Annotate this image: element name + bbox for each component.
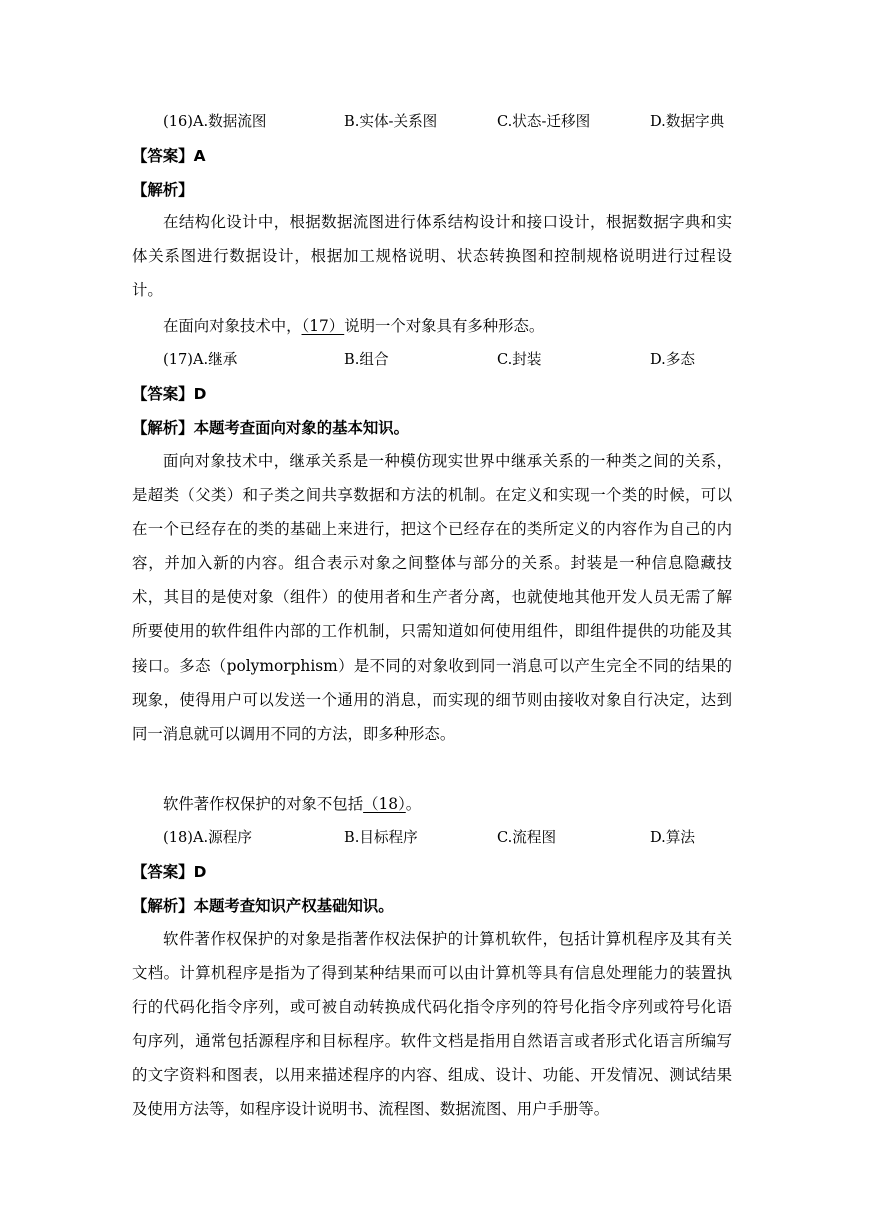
q16-answer	[132, 146, 206, 166]
answer-label: 【答案】	[132, 147, 194, 165]
q17-blank: （17）	[301, 317, 345, 335]
q18-stem-after: 。	[405, 795, 422, 813]
q18-option-c: C.流程图	[497, 829, 557, 846]
q18-option-b: B.目标程序	[344, 829, 418, 846]
answer-label: 【答案】	[132, 863, 194, 881]
q17-answer	[132, 384, 206, 404]
answer-value: D	[193, 385, 207, 403]
q17-analysis-text: 面向对象技术中，继承关系是一种模仿现实世界中继承关系的一种类之间的关系，是超类（父类）和子类之间共享数据和方法的机制。在定义和实现一个类的时候，可以在一个已经存在的类的基础上来进行，把这个已经存在的类所定义的内容作为自己的内容，并加入新的内容。组合表示对象之间整体与部分的关系。封装是一种信息隐藏技术，其目的是使对象（组件）的使用者和生产者分离，也就使地其他开发人员无需了解所要使用的软件组件内部的工作机制，只需知道如何使用组件，即组件提供的功能及其接口。多态（polymorphism）是不同的对象收到同一消息可以产生完全不同的结果的现象，使得用户可以发送一个通用的消息，而实现的细节则由接收对象自行决定，达到同一消息就可以调用不同的方法，即多种形态。	[132, 452, 732, 743]
q17-stem-after: 说明一个对象具有多种形态。	[344, 317, 545, 335]
q18-analysis-heading	[132, 896, 394, 916]
q17-stem	[163, 316, 544, 336]
q17-option-a: (17)A.继承	[163, 351, 238, 368]
q17-option-d: D.多态	[650, 351, 696, 368]
answer-value: D	[193, 863, 207, 881]
analysis-lead: 本题考查知识产权基础知识。	[193, 897, 394, 915]
q16-option-a: (16)A.数据流图	[163, 113, 267, 130]
q17-option-c: C.封装	[497, 351, 542, 368]
q16-option-c: C.状态-迁移图	[497, 113, 591, 130]
q18-stem-before: 软件著作权保护的对象不包括	[163, 795, 364, 813]
q18-blank: （18）	[363, 795, 406, 813]
q18-stem	[163, 794, 421, 814]
q17-option-b: B.组合	[344, 351, 389, 368]
analysis-label: 【解析】	[132, 181, 194, 199]
q16-option-b: B.实体-关系图	[344, 113, 438, 130]
analysis-lead: 本题考查面向对象的基本知识。	[193, 419, 410, 437]
q16-analysis-text: 在结构化设计中，根据数据流图进行体系结构设计和接口设计，根据数据字典和实体关系图进行数据设计，根据加工规格说明、状态转换图和控制规格说明进行过程设计。	[132, 213, 732, 300]
answer-value: A	[193, 147, 206, 165]
q18-option-a: (18)A.源程序	[163, 829, 252, 846]
q18-analysis-text: 软件著作权保护的对象是指著作权法保护的计算机软件，包括计算机程序及其有关文档。计算机程序是指为了得到某种结果而可以由计算机等具有信息处理能力的装置执行的代码化指令序列，或可被自动转换成代码化指令序列的符号化指令序列或符号化语句序列，通常包括源程序和目标程序。软件文档是指用自然语言或者形式化语言所编写的文字资料和图表，以用来描述程序的内容、组成、设计、功能、开发情况、测试结果及使用方法等，如程序设计说明书、流程图、数据流图、用户手册等。	[132, 930, 732, 1119]
q17-analysis-heading	[132, 418, 409, 438]
answer-label: 【答案】	[132, 385, 194, 403]
analysis-label: 【解析】	[132, 419, 194, 437]
q16-analysis-heading	[132, 180, 194, 200]
q16-option-d: D.数据字典	[650, 113, 725, 130]
q18-option-d: D.算法	[650, 829, 696, 846]
analysis-label: 【解析】	[132, 897, 194, 915]
q18-answer	[132, 862, 206, 882]
q17-stem-before: 在面向对象技术中，	[163, 317, 302, 335]
